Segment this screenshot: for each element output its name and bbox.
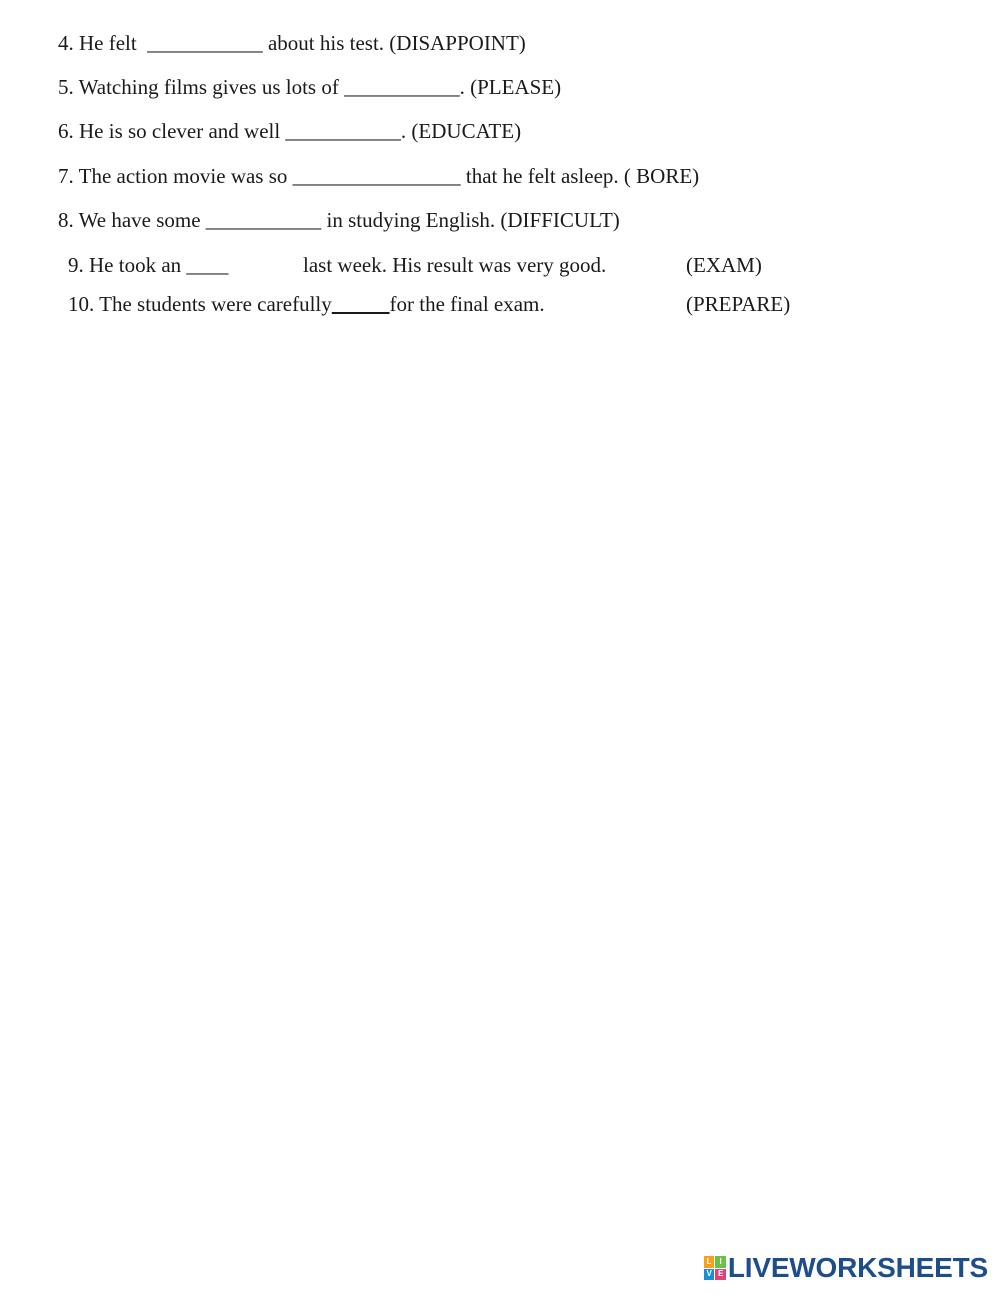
logo-tiles-icon [704, 1256, 726, 1280]
question-9-start: 9. He took an ____ [68, 253, 229, 277]
question-9-hint: (EXAM) [686, 253, 762, 277]
question-7: 7. The action movie was so ________________ that he felt asleep. ( BORE) [58, 164, 700, 188]
logo-text: LIVEWORKSHEETS [727, 1252, 988, 1283]
question-5: 5. Watching films gives us lots of ___________. (PLEASE) [58, 75, 562, 99]
question-9-rest: last week. His result was very good. [303, 253, 607, 277]
logo-tile-l: L [704, 1256, 715, 1268]
logo-tile-i: I [715, 1256, 726, 1268]
question-10-hint: (PREPARE) [686, 292, 791, 316]
logo-tile-e: E [715, 1269, 726, 1281]
question-4: 4. He felt ___________ about his test. (DISAPPOINT) [58, 31, 526, 55]
logo-tile-v: V [704, 1269, 715, 1281]
question-8: 8. We have some ___________ in studying English. (DIFFICULT) [58, 208, 620, 232]
liveworksheets-logo [704, 1252, 988, 1284]
question-10-end: for the final exam. [389, 292, 545, 316]
question-10-start: 10. The students were carefully [68, 292, 332, 316]
question-6: 6. He is so clever and well ___________. (EDUCATE) [58, 119, 522, 143]
question-10-blank [332, 292, 390, 316]
question-10-text [68, 294, 545, 315]
